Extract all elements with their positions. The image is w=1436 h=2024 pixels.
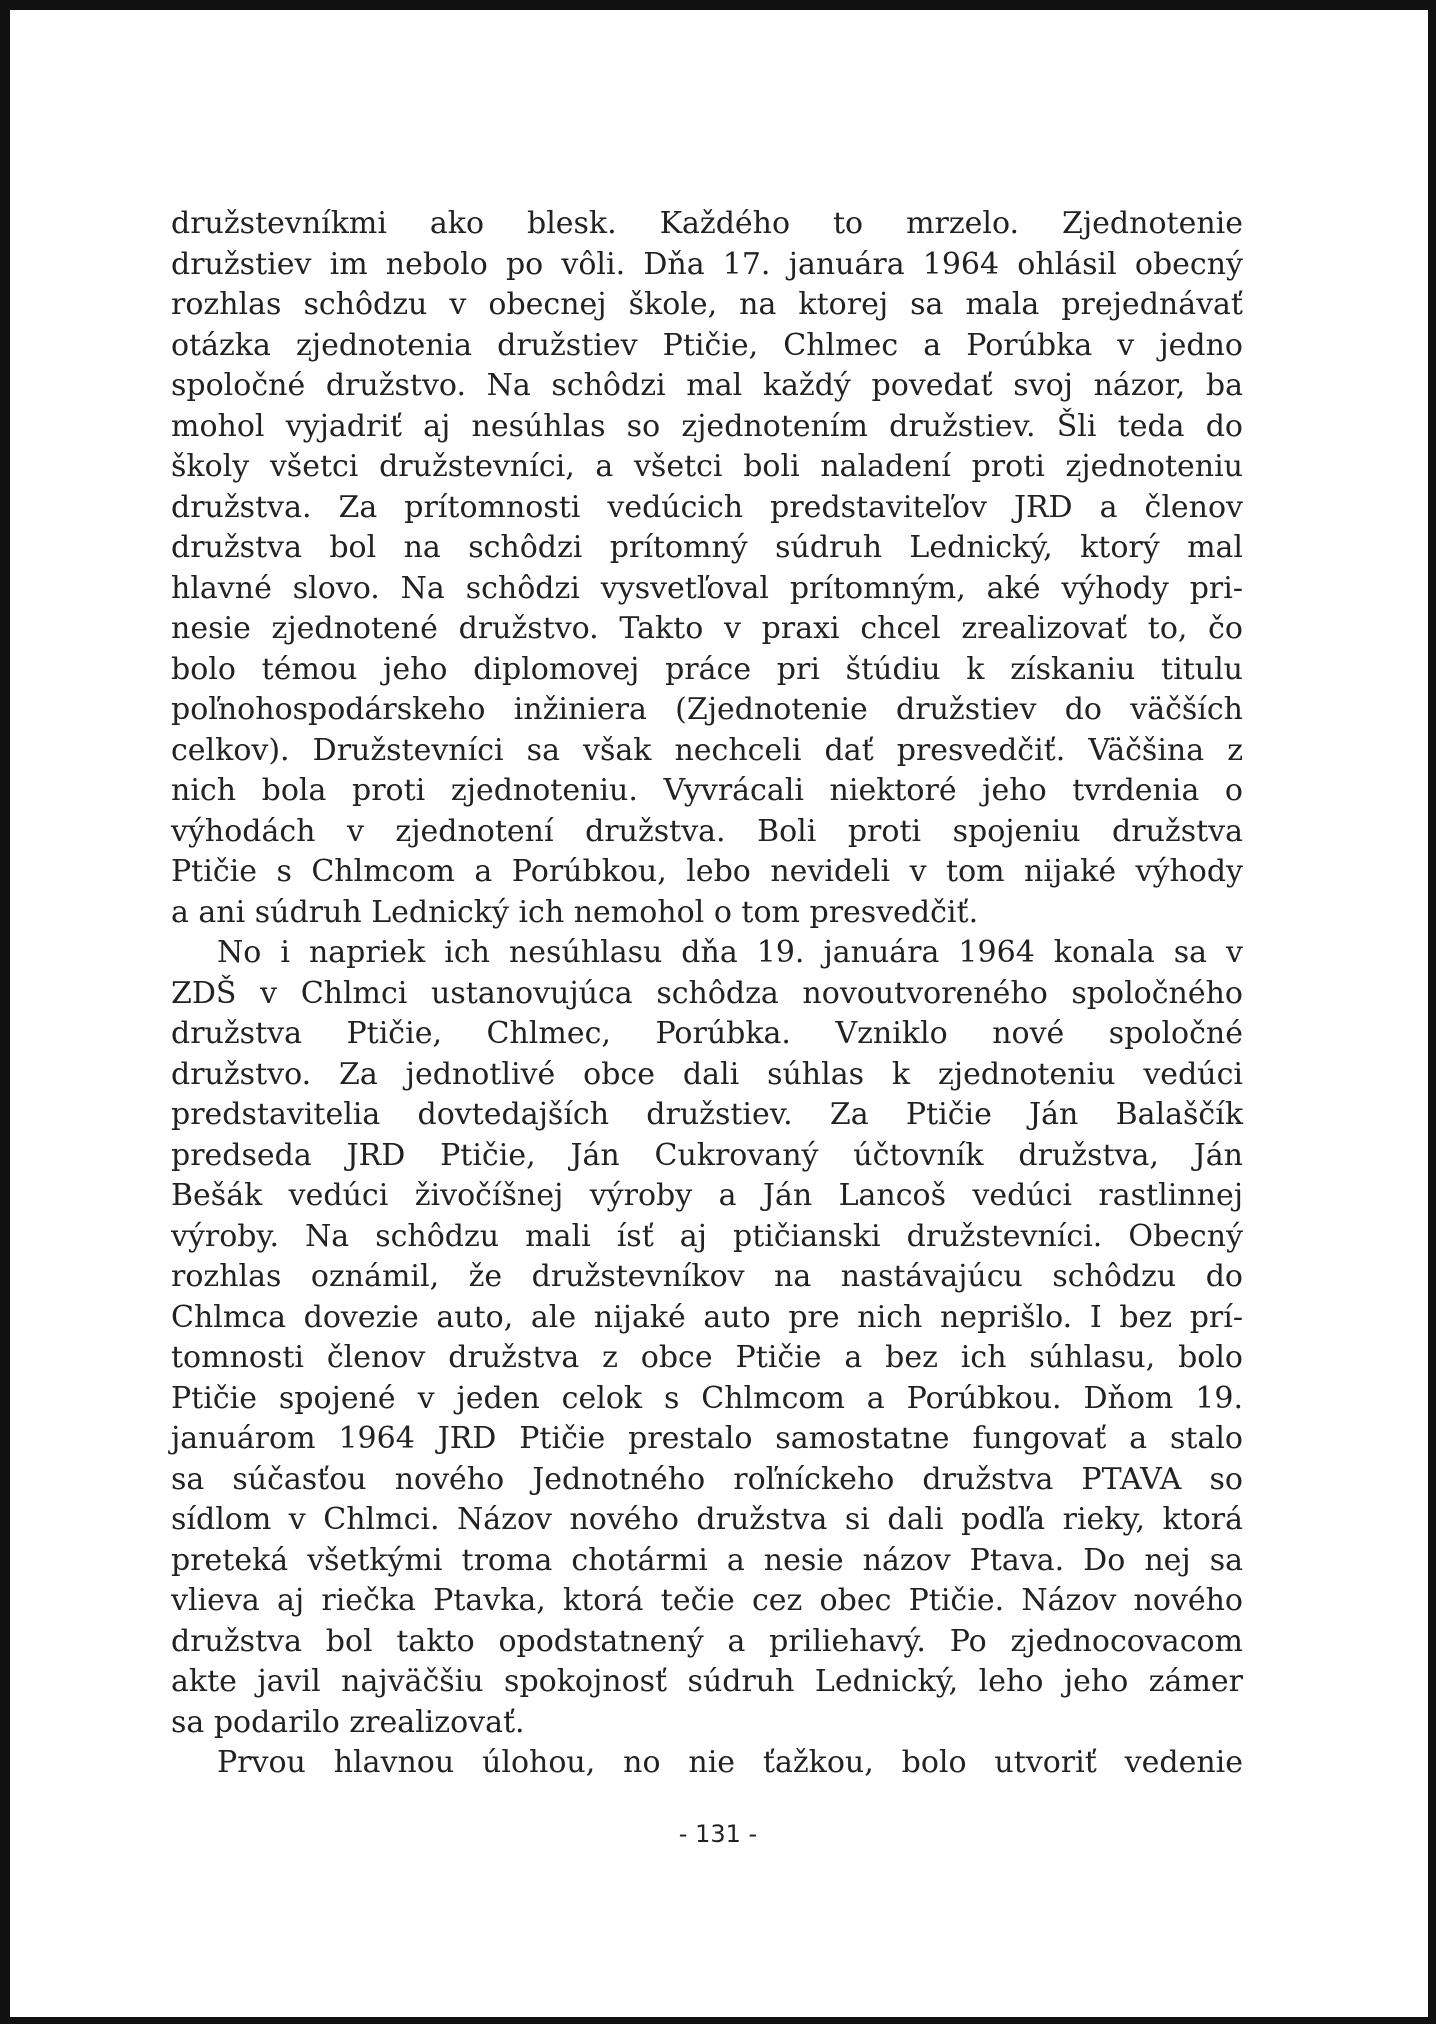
text-line: vlieva aj riečka Ptavka, ktorá tečie cez obec Ptičie. Názov nového bbox=[171, 1583, 1243, 1618]
text-line: poľnohospodárskeho inžiniera (Zjednotenie družstiev do väčších bbox=[171, 692, 1243, 727]
text-line: družstevníkmi ako blesk. Každého to mrzelo. Zjednotenie bbox=[171, 206, 1243, 241]
text-line: družstvo. Za jednotlivé obce dali súhlas k zjednoteniu vedúci bbox=[171, 1056, 1243, 1092]
text-line: mohol vyjadriť aj nesúhlas so zjednotením družstiev. Šli teda do bbox=[171, 408, 1243, 444]
text-line: družstva bol na schôdzi prítomný súdruh Lednický, ktorý mal bbox=[171, 530, 1243, 565]
text-line: otázka zjednotenia družstiev Ptičie, Chlmec a Porúbka v jedno bbox=[171, 327, 1243, 363]
text-line: ZDŠ v Chlmci ustanovujúca schôdza novoutvoreného spoločného bbox=[171, 975, 1243, 1011]
text-line: sídlom v Chlmci. Názov nového družstva si dali podľa rieky, ktorá bbox=[171, 1502, 1243, 1537]
text-line: predstavitelia dovtedajších družstiev. Za Ptičie Ján Balaščík bbox=[171, 1097, 1243, 1132]
text-line: preteká všetkými troma chotármi a nesie názov Ptava. Do nej sa bbox=[171, 1542, 1243, 1578]
text-line: tomnosti členov družstva z obce Ptičie a bez ich súhlasu, bolo bbox=[171, 1340, 1243, 1375]
text-line: výhodách v zjednotení družstva. Boli proti spojeniu družstva bbox=[171, 813, 1243, 849]
text-line: družstva Ptičie, Chlmec, Porúbka. Vzniklo nové spoločné bbox=[171, 1016, 1243, 1051]
text-line: Ptičie s Chlmcom a Porúbkou, lebo nevideli v tom nijaké výhody bbox=[171, 854, 1243, 889]
text-line: celkov). Družstevníci sa však nechceli dať presvedčiť. Väčšina z bbox=[171, 732, 1243, 768]
text-line: No i napriek ich nesúhlasu dňa 19. januára 1964 konala sa v bbox=[217, 935, 1243, 970]
text-line: družstiev im nebolo po vôli. Dňa 17. januára 1964 ohlásil obecný bbox=[171, 246, 1243, 282]
text-line: rozhlas oznámil, že družstevníkov na nastávajúcu schôdzu do bbox=[171, 1259, 1243, 1294]
text-line: družstva. Za prítomnosti vedúcich predstaviteľov JRD a členov bbox=[171, 489, 1243, 525]
text-line: sa súčasťou nového Jednotného roľníckeho družstva PTAVA so bbox=[171, 1461, 1243, 1497]
text-line: nesie zjednotené družstvo. Takto v praxi chcel zrealizovať to, čo bbox=[171, 611, 1243, 646]
text-line: Ptičie spojené v jeden celok s Chlmcom a Porúbkou. Dňom 19. bbox=[171, 1380, 1243, 1416]
text-line: rozhlas schôdzu v obecnej škole, na ktorej sa mala prejednávať bbox=[171, 287, 1243, 322]
text-line: hlavné slovo. Na schôdzi vysvetľoval prítomným, aké výhody pri- bbox=[171, 570, 1243, 606]
page-number: - 131 - bbox=[678, 1820, 758, 1848]
text-line: Bešák vedúci živočíšnej výroby a Ján Lancoš vedúci rastlinnej bbox=[171, 1178, 1243, 1213]
text-line: družstva bol takto opodstatnený a priliehavý. Po zjednocovacom bbox=[171, 1623, 1243, 1659]
text-line: sa podarilo zrealizovať. bbox=[171, 1704, 525, 1740]
text-line: a ani súdruh Lednický ich nemohol o tom presvedčiť. bbox=[171, 894, 979, 930]
text-line: predseda JRD Ptičie, Ján Cukrovaný účtovník družstva, Ján bbox=[171, 1137, 1243, 1173]
text-line: spoločné družstvo. Na schôdzi mal každý povedať svoj názor, ba bbox=[171, 368, 1243, 403]
body-text bbox=[171, 204, 1243, 1784]
text-line: januárom 1964 JRD Ptičie prestalo samostatne fungovať a stalo bbox=[171, 1421, 1243, 1456]
text-line: akte javil najväčšiu spokojnosť súdruh Lednický, leho jeho zámer bbox=[171, 1664, 1243, 1699]
text-line: Chlmca dovezie auto, ale nijaké auto pre nich neprišlo. I bez prí- bbox=[171, 1299, 1243, 1335]
text-line: výroby. Na schôdzu mali ísť aj ptičianski družstevníci. Obecný bbox=[171, 1218, 1243, 1254]
text-line: nich bola proti zjednoteniu. Vyvrácali niektoré jeho tvrdenia o bbox=[171, 773, 1243, 808]
text-line: bolo témou jeho diplomovej práce pri štúdiu k získaniu titulu bbox=[171, 651, 1243, 687]
text-line: Prvou hlavnou úlohou, no nie ťažkou, bolo utvoriť vedenie bbox=[217, 1745, 1243, 1780]
text-line: školy všetci družstevníci, a všetci boli naladení proti zjednoteniu bbox=[171, 449, 1243, 484]
